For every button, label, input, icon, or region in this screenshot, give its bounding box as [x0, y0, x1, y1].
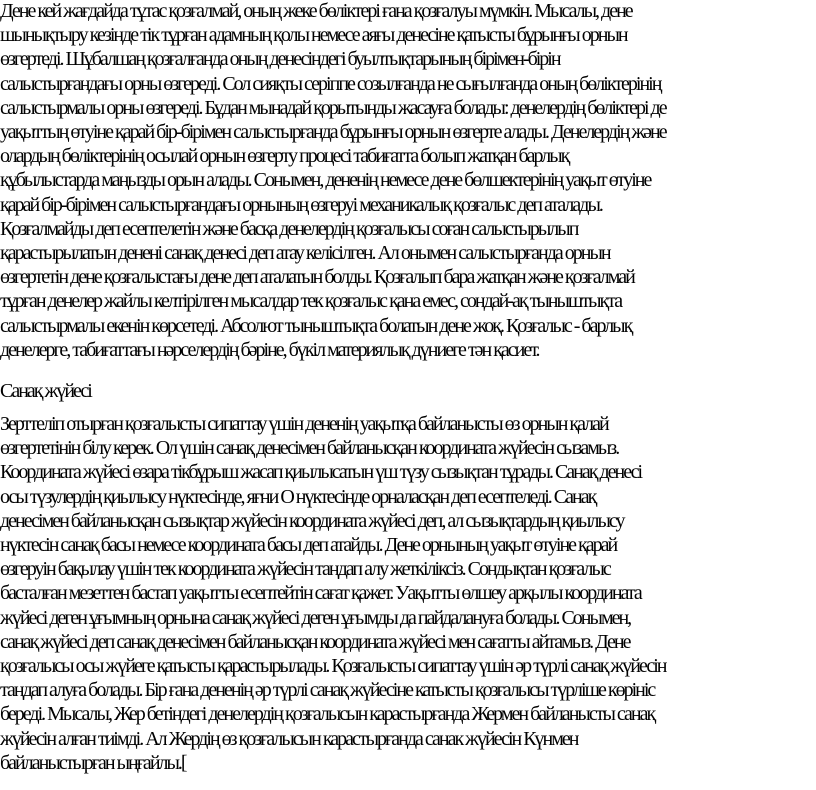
text-line: жүйесі деген ұғымның орнына санақ жүйесі деген ұғымды да пайдалануға болады. Сонымен,	[0, 606, 631, 629]
text-line: тұрған денелер жайлы келтірілген мысалдар тек қозғалыс қана емес, сондай-ақ тыныштықта	[0, 290, 622, 313]
text-line: өзгертеді. Шұбалшаң қозғалғанда оның денесіндегі буылтықтарының бірімен-бірін	[0, 48, 560, 71]
text-line: денесімен байланысқан сызықтар жүйесін координата жүйесі деп, ал сызықтардың қиылысу	[0, 509, 624, 532]
text-line: Қозғалмайды деп есептелетін және басқа денелердің қозғалысы соған салыстырылып	[0, 217, 578, 240]
text-line: осы түзулердің қиылысу нүктесінде, яғни О нүктесінде орналасқан деп есептеледі. Санақ	[0, 485, 596, 508]
text-line: Координата жүйесі өзара тікбұрыш жасап қиылысатын үш түзу сызықтан тұрады. Санақ денесі	[0, 461, 642, 484]
text-line: қозғалысы осы жүйеге қатысты қарастырылады. Қозғалысты сипаттау үшін әр түрлі санақ жүйесін	[0, 655, 666, 678]
section-heading	[0, 379, 816, 403]
text-line: таңдап алуға болады. Бір ғана дененің әр түрлі санақ жүйесіне катысты қозғалысы түрліше көрініс	[0, 679, 655, 702]
text-line: өзгеруін бақылау үшін тек координата жүйесін таңдап алу жеткіліксіз. Сондықтан қозғалыс	[0, 558, 610, 581]
text-line: олардың бөліктерінің осылай орнын өзгерту процесі табиғатта болып жатқан барлық	[0, 145, 569, 168]
text-line: береді. Мысалы, Жер бетіндегі денелердің қозғалысын карастырғанда Жермен байланысты санақ	[0, 703, 655, 726]
text-line: шынықтыру кезінде тік тұрған адамның қолы немесе аяғы денесіне қатысты бұрынғы орнын	[0, 24, 627, 47]
text-line: санақ жүйесі деп санақ денесімен байланысқан координата жүйесі мен сағатты айтамыз. Дене	[0, 630, 630, 653]
text-line: басталған мезеттен бастап уақытты есептейтін сағат қажет. Уақытты өлшеу арқылы координата	[0, 582, 641, 605]
paragraph-reference-frame	[0, 412, 816, 775]
text-line: байланыстырған ыңғайлы.[	[0, 751, 186, 774]
text-line: салыстырғандағы орны өзгереді. Сол сияқты серіппе созылғанда не сығылғанда оның бөліктерінің	[0, 72, 661, 95]
text-line: өзгертетін дене қозғалыстағы дене деп аталатын болды. Қозғалып бара жатқан және қозғалмай	[0, 266, 634, 289]
text-line: Дене кей жағдайда тұтас қозғалмай, оның жеке бөліктері ғана қозғалуы мүмкін. Мысалы, дене	[0, 0, 632, 22]
text-line: уақыттың өтуіне қарай бір-бірімен салыстырғанда бұрынғы орнын өзгерте алады. Денелердің және	[0, 121, 666, 144]
text-line: жүйесін алған тиімді. Ал Жердің өз қозғалысын карастырғанда санак жүйесін Күнмен	[0, 727, 578, 750]
text-line: салыстырмалы орны өзгереді. Бұдан мынадай қорытынды жасауға болады: денелердің бөліктері де	[0, 96, 666, 119]
heading-text: Санақ жүйесі	[0, 380, 91, 402]
text-line: құбылыстарда маңызды орын алады. Сонымен, дененің немесе дене бөлшектерінің уақыт өтуіне	[0, 169, 651, 192]
text-line: қарай бір-бірімен салыстырғандағы орнының өзгеруі механикалық қозғалыс деп аталады.	[0, 193, 602, 216]
text-line: қарастырылатын денені санақ денесі деп атау келісілген. Ал онымен салыстырғанда орнын	[0, 242, 610, 265]
paragraph-mechanical-motion	[0, 0, 816, 362]
text-line: денелерге, табиғаттағы нәрселердің бәріне, бүкіл материялық дүниеге тән қасиет.	[0, 338, 539, 361]
text-line: Зерттеліп отырған қозғалысты сипаттау үшін дененің уақытқа байланысты өз орнын қалай	[0, 413, 608, 435]
text-line: өзгертетінін білу керек. Ол үшін санақ денесімен байланысқан координата жүйесін сызамыз.	[0, 437, 619, 460]
text-line: нүктесін санақ басы немесе координата басы деп атайды. Дене орнының уақыт өтуіне қарай	[0, 534, 617, 557]
text-line: салыстырмалы екенін көрсетеді. Абсолют тыныштықта болатын дене жоқ. Қозғалыс - барлық	[0, 314, 632, 337]
